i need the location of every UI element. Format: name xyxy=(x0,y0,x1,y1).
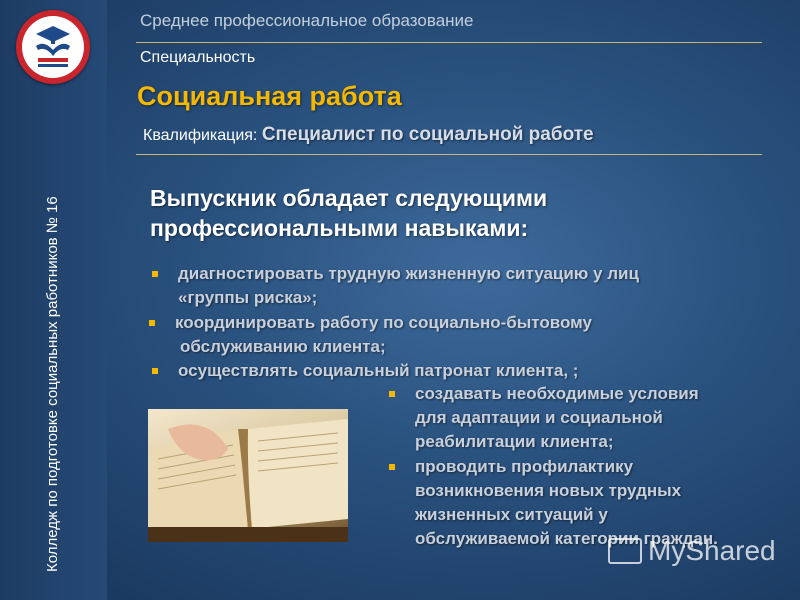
education-level: Среднее профессиональное образование xyxy=(140,11,474,30)
skill-item xyxy=(178,359,738,383)
header-divider xyxy=(136,42,762,43)
skill-item xyxy=(175,311,735,359)
bullet-square-icon xyxy=(152,368,158,374)
heading-line-2: профессиональными навыками: xyxy=(150,215,529,241)
book-photo xyxy=(148,409,348,542)
qualification-label: Квалификация: xyxy=(143,127,258,144)
skill-item xyxy=(178,262,738,310)
qualification-line xyxy=(143,124,594,146)
skill-line: обслуживаемой категории граждан. xyxy=(415,529,718,548)
skill-line: координировать работу по социально-бытовому xyxy=(175,313,592,332)
heading-line-1: Выпускник обладает следующими xyxy=(150,185,548,211)
watermark-text: MyShared xyxy=(648,535,776,566)
skill-item xyxy=(415,382,785,454)
skill-line: для адаптации и социальной xyxy=(415,408,663,427)
bullet-square-icon xyxy=(152,271,158,277)
skill-line: жизненных ситуаций у xyxy=(415,505,608,524)
specialty-label: Специальность xyxy=(140,49,256,66)
bullet-square-icon xyxy=(149,320,155,326)
skill-line: реабилитации клиента; xyxy=(415,432,614,451)
qualification-divider xyxy=(136,154,762,155)
watermark xyxy=(608,535,776,567)
skill-line: осуществлять социальный патронат клиента, ; xyxy=(178,361,579,380)
qualification-value: Специалист по социальной работе xyxy=(261,124,594,145)
skill-line: диагностировать трудную жизненную ситуацию у лиц xyxy=(178,264,639,283)
skill-line: возникновения новых трудных xyxy=(415,481,682,500)
skill-line: обслуживанию клиента; xyxy=(180,337,386,356)
graduation-cap-icon xyxy=(22,16,84,78)
presentation-icon xyxy=(608,538,642,564)
college-logo xyxy=(16,10,90,84)
skill-line: проводить профилактику xyxy=(415,457,634,476)
college-name-vertical: Колледж по подготовке социальных работников № 16 xyxy=(44,196,61,572)
skill-line: создавать необходимые условия xyxy=(415,384,699,403)
bullet-square-icon xyxy=(389,391,395,397)
bullet-square-icon xyxy=(389,464,395,470)
specialty-title: Социальная работа xyxy=(137,81,402,111)
sidebar xyxy=(0,0,107,600)
skills-heading xyxy=(150,183,670,243)
skill-line: «группы риска»; xyxy=(178,288,318,307)
